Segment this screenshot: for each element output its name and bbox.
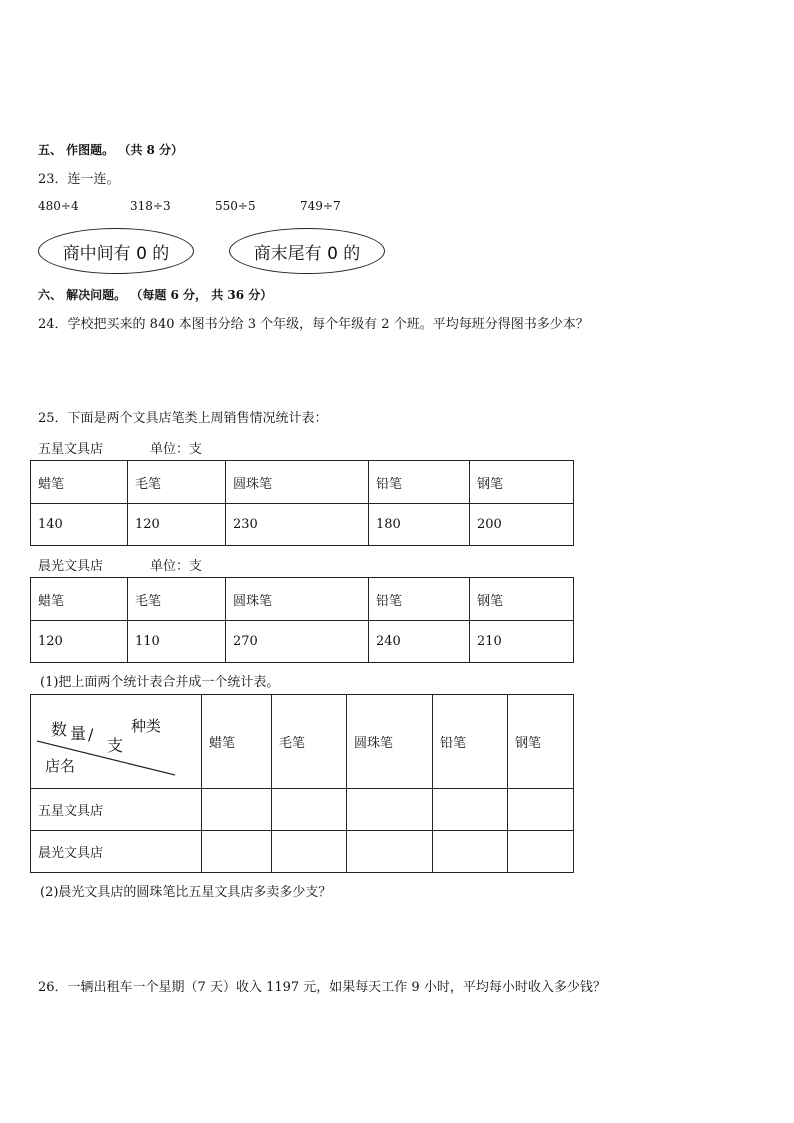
table-1-header-cell: 毛笔	[128, 461, 226, 504]
table-1-value-cell: 140	[31, 504, 128, 546]
merged-table-header-cell: 钢笔	[508, 695, 574, 789]
table-1-value-cell: 120	[128, 504, 226, 546]
table-2-value-cell: 240	[369, 621, 470, 663]
corner-label-category: 种类	[131, 717, 162, 735]
merged-table-answer-cell[interactable]	[433, 789, 508, 831]
merged-table-row-label: 晨光文具店	[31, 831, 202, 873]
merged-table-answer-cell[interactable]	[272, 831, 347, 873]
merged-table-row-label: 五星文具店	[31, 789, 202, 831]
merged-table-answer-cell[interactable]	[272, 789, 347, 831]
table-2-value-row	[31, 621, 574, 663]
table-2	[30, 577, 574, 663]
table-2-header-cell: 毛笔	[128, 578, 226, 621]
expression-4: 749÷7	[300, 199, 341, 213]
question-25-part-2: (2)晨光文具店的圆珠笔比五星文具店多卖多少支？	[40, 885, 332, 900]
oval-middle-zero-label: 商中间有 0 的	[62, 243, 170, 264]
table-1	[30, 460, 574, 546]
table-1-value-cell: 230	[226, 504, 369, 546]
oval-end-zero[interactable]	[229, 228, 385, 274]
merged-table-header-cell: 毛笔	[272, 695, 347, 789]
corner-label-zhi: 支	[107, 736, 124, 755]
table-1-header-cell: 铅笔	[369, 461, 470, 504]
oval-middle-zero[interactable]	[38, 228, 194, 274]
table-2-store-name: 晨光文具店	[38, 559, 104, 574]
corner-label-slash: /	[88, 725, 94, 744]
corner-label-liang: 量	[70, 724, 87, 743]
question-26-text: 26．一辆出租车一个星期（7 天）收入 1197 元，如果每天工作 9 小时，平均每小时收入多少钱？	[38, 980, 606, 995]
table-1-unit: 单位：支	[150, 442, 203, 457]
table-1-header-cell: 蜡笔	[31, 461, 128, 504]
section-5-heading: 五、 作图题。 （共 8 分）	[38, 143, 184, 157]
table-1-store-name: 五星文具店	[38, 442, 104, 457]
table-2-header-cell: 钢笔	[470, 578, 574, 621]
merged-table	[30, 694, 574, 873]
merged-table-corner-cell	[31, 695, 202, 789]
section-6-heading: 六、 解决问题。 （每题 6 分， 共 36 分）	[38, 288, 273, 302]
merged-table-row	[31, 831, 574, 873]
table-1-header-row	[31, 461, 574, 504]
merged-table-header-cell: 圆珠笔	[347, 695, 433, 789]
table-1-value-cell: 200	[470, 504, 574, 546]
table-1-value-cell: 180	[369, 504, 470, 546]
oval-end-zero-label: 商末尾有 0 的	[253, 243, 361, 264]
table-2-value-cell: 210	[470, 621, 574, 663]
table-2-header-cell: 圆珠笔	[226, 578, 369, 621]
merged-table-answer-cell[interactable]	[347, 789, 433, 831]
question-24-text: 24．学校把买来的 840 本图书分给 3 个年级，每个年级有 2 个班。平均每班分得图书多少本？	[38, 317, 589, 332]
expression-2: 318÷3	[130, 199, 171, 213]
merged-table-row	[31, 789, 574, 831]
table-2-header-cell: 铅笔	[369, 578, 470, 621]
table-2-value-cell: 270	[226, 621, 369, 663]
merged-table-answer-cell[interactable]	[202, 789, 272, 831]
table-2-unit: 单位：支	[150, 559, 203, 574]
merged-table-answer-cell[interactable]	[508, 789, 574, 831]
table-2-header-row	[31, 578, 574, 621]
corner-label-quantity: 数	[51, 720, 68, 739]
question-25-part-1: (1)把上面两个统计表合并成一个统计表。	[40, 675, 280, 690]
table-2-header-cell: 蜡笔	[31, 578, 128, 621]
question-25-intro: 25．下面是两个文具店笔类上周销售情况统计表：	[38, 411, 328, 426]
merged-table-header-row	[31, 695, 574, 789]
table-1-value-row	[31, 504, 574, 546]
merged-table-answer-cell[interactable]	[433, 831, 508, 873]
table-1-header-cell: 钢笔	[470, 461, 574, 504]
merged-table-answer-cell[interactable]	[347, 831, 433, 873]
merged-table-answer-cell[interactable]	[508, 831, 574, 873]
table-1-header-cell: 圆珠笔	[226, 461, 369, 504]
table-2-value-cell: 120	[31, 621, 128, 663]
expression-1: 480÷4	[38, 199, 79, 213]
expression-3: 550÷5	[215, 199, 256, 213]
question-23-prompt: 23．连一连。	[38, 172, 120, 187]
table-2-value-cell: 110	[128, 621, 226, 663]
merged-table-header-cell: 铅笔	[433, 695, 508, 789]
corner-label-store: 店名	[45, 757, 76, 775]
merged-table-header-cell: 蜡笔	[202, 695, 272, 789]
merged-table-answer-cell[interactable]	[202, 831, 272, 873]
